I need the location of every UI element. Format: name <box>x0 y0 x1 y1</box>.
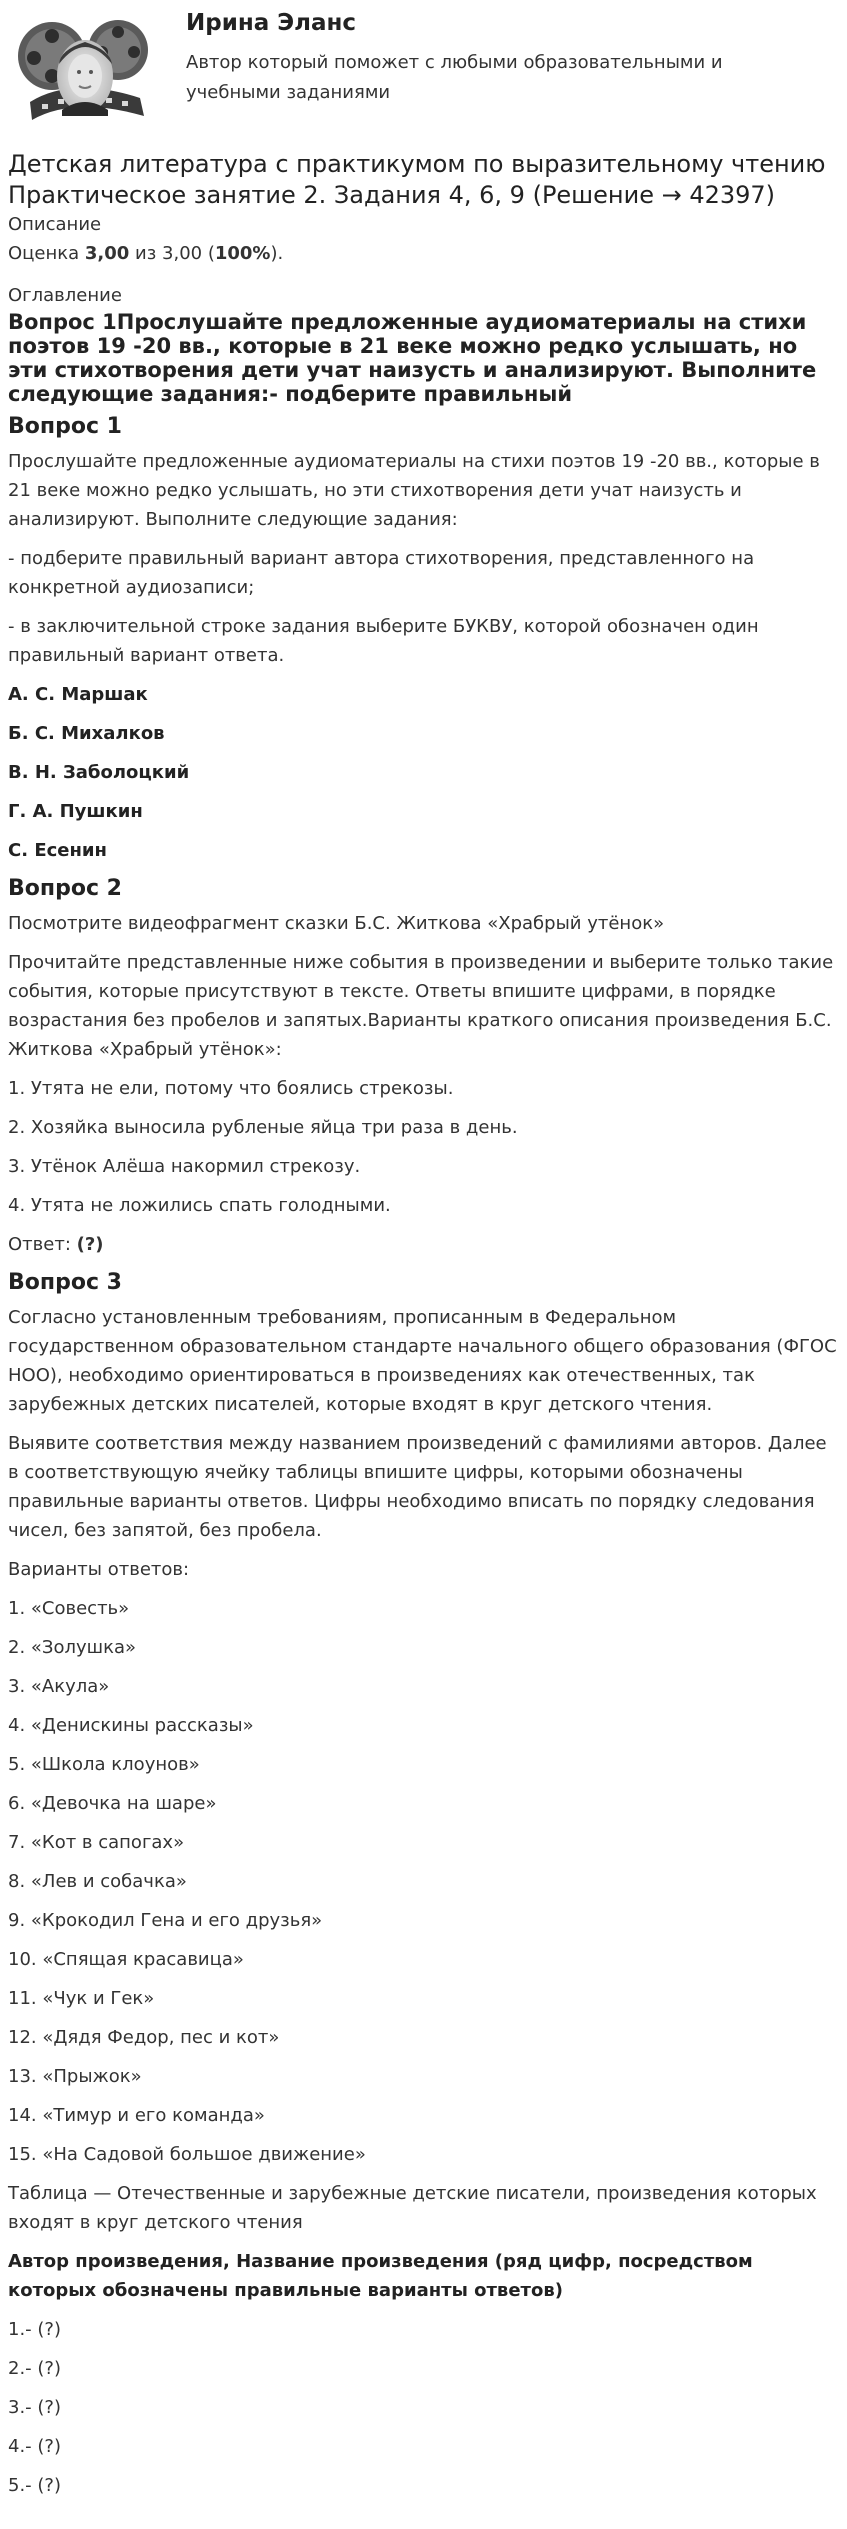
rating <box>8 239 847 268</box>
variant-item: 15. «На Садовой большое движение» <box>8 2144 366 2165</box>
question-2-intro: Посмотрите видеофрагмент сказки Б.С. Житкова «Храбрый утёнок» <box>8 913 665 934</box>
question-1-option: Г. А. Пушкин <box>8 801 143 822</box>
variant-item: 9. «Крокодил Гена и его друзья» <box>8 1910 323 1931</box>
table-answer-row: 1.- (?) <box>8 2319 61 2340</box>
rating-percent: 100% <box>214 243 271 264</box>
table-answer-row: 5.- (?) <box>8 2475 61 2496</box>
answer-value: (?) <box>76 1234 104 1255</box>
work-title-line-2: Практическое занятие 2. Задания 4, 6, 9 (Решение → 42397) <box>8 181 776 209</box>
table-answer-row: 4.- (?) <box>8 2436 61 2457</box>
variant-item: 7. «Кот в сапогах» <box>8 1832 185 1853</box>
question-3-text-1: Согласно установленным требованиям, прописанным в Федеральном государственном образовательном стандарте начального общего образования (ФГОС НОО), необходимо ориентироваться в произведениях как отечественных, так зарубежных детских писателей, которые входят в круг детского чтения. <box>8 1307 837 1415</box>
question-2-event: 4. Утята не ложились спать голодными. <box>8 1195 391 1216</box>
table-answer-row: 3.- (?) <box>8 2397 61 2418</box>
question-1-text: Прослушайте предложенные аудиоматериалы на стихи поэтов 19 -20 вв., которые в 21 веке можно редко услышать, но эти стихотворения дети учат наизусть и анализируют. Выполните следующие задания: <box>8 451 820 530</box>
rating-mid: из 3,00 ( <box>129 243 215 264</box>
rating-suffix: ). <box>270 243 284 264</box>
question-2-event: 1. Утята не ели, потому что боялись стрекозы. <box>8 1078 454 1099</box>
description-label: Описание <box>8 214 102 235</box>
variant-item: 6. «Девочка на шаре» <box>8 1793 217 1814</box>
variant-item: 2. «Золушка» <box>8 1637 137 1658</box>
variant-item: 10. «Спящая красавица» <box>8 1949 244 1970</box>
question-2-text: Прочитайте представленные ниже события в произведении и выберите только такие события, которые присутствуют в тексте. Ответы впишите цифрами, в порядке возрастания без пробелов и запятых.Варианты краткого описания произведения Б.С. Житкова «Храбрый утёнок»: <box>8 952 834 1060</box>
variant-item: 4. «Денискины рассказы» <box>8 1715 254 1736</box>
variant-item: 5. «Школа клоунов» <box>8 1754 200 1775</box>
table-caption: Таблица — Отечественные и зарубежные детские писатели, произведения которых входят в круг детского чтения <box>8 2183 817 2233</box>
author-name[interactable]: Ирина Эланс <box>186 10 357 36</box>
question-1-heading: Вопрос 1 <box>8 414 122 439</box>
variant-item: 8. «Лев и собачка» <box>8 1871 187 1892</box>
work-title-line-1: Детская литература с практикумом по выразительному чтению <box>8 150 826 178</box>
rating-value: 3,00 <box>84 243 130 264</box>
rating-prefix: Оценка <box>8 243 85 264</box>
variant-item: 1. «Совесть» <box>8 1598 130 1619</box>
question-2-answer <box>8 1230 847 1259</box>
question-1-option: А. С. Маршак <box>8 684 148 705</box>
table-answer-row: 2.- (?) <box>8 2358 61 2379</box>
question-3-text-2: Выявите соответствия между названием произведений с фамилиями авторов. Далее в соответствующую ячейку таблицы впишите цифры, которыми обозначены правильные варианты ответов. Цифры необходимо вписать по порядку следования чисел, без запятой, без пробела. <box>8 1433 827 1541</box>
question-2-heading: Вопрос 2 <box>8 876 122 901</box>
answer-label: Ответ: <box>8 1234 77 1255</box>
question-1-option: В. Н. Заболоцкий <box>8 762 190 783</box>
variant-item: 13. «Прыжок» <box>8 2066 142 2087</box>
author-card <box>8 0 847 148</box>
author-description: Автор который поможет с любыми образовательными и учебными заданиями <box>186 52 723 103</box>
question-1-task-1: - подберите правильный вариант автора стихотворения, представленного на конкретной аудиозаписи; <box>8 548 755 598</box>
variant-item: 11. «Чук и Гек» <box>8 1988 155 2009</box>
question-3-heading: Вопрос 3 <box>8 1270 122 1295</box>
variants-label: Варианты ответов: <box>8 1559 190 1580</box>
toc-label: Оглавление <box>8 285 122 306</box>
table-header: Автор произведения, Название произведения (ряд цифр, посредством которых обозначены правильные варианты ответов) <box>8 2251 753 2301</box>
question-1-task-2: - в заключительной строке задания выберите БУКВУ, которой обозначен один правильный вариант ответа. <box>8 616 759 666</box>
question-1-option: С. Есенин <box>8 840 107 861</box>
question-2-event: 2. Хозяйка выносила рубленые яйца три раза в день. <box>8 1117 518 1138</box>
variant-item: 14. «Тимур и его команда» <box>8 2105 265 2126</box>
avatar-film-reel-icon[interactable] <box>12 6 158 128</box>
question-1-option: Б. С. Михалков <box>8 723 165 744</box>
variant-item: 12. «Дядя Федор, пес и кот» <box>8 2027 280 2048</box>
toc-link-question-1[interactable]: Вопрос 1Прослушайте предложенные аудиоматериалы на стихи поэтов 19 -20 вв., которые в 21 веке можно редко услышать, но эти стихотворения дети учат наизусть и анализируют. Выполните следующие задания:- подберите правильный <box>8 310 817 406</box>
question-2-event: 3. Утёнок Алёша накормил стрекозу. <box>8 1156 361 1177</box>
variant-item: 3. «Акула» <box>8 1676 110 1697</box>
